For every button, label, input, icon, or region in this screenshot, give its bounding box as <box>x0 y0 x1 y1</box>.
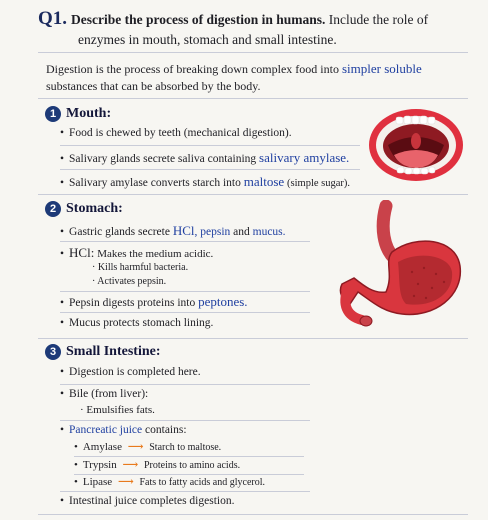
list-item: • Mucus protects stomach lining. <box>60 317 214 329</box>
section-title: Small Intestine: <box>66 344 161 359</box>
divider <box>60 145 360 146</box>
question-rest: Include the role of <box>328 12 429 27</box>
divider <box>60 241 310 242</box>
bullet-dot-icon: • <box>60 153 65 165</box>
divider <box>60 291 310 292</box>
divider <box>38 98 468 99</box>
bullet-dot-icon: • <box>74 459 78 471</box>
divider <box>74 456 304 457</box>
question-header <box>38 8 478 30</box>
question-title: Describe the process of digestion in humans. <box>71 12 326 27</box>
arrow-icon: ⟶ <box>122 459 139 471</box>
bullet-dot-icon: • <box>60 388 65 400</box>
divider <box>60 491 310 492</box>
divider <box>60 384 310 385</box>
bullet-dot-icon: • <box>60 248 65 260</box>
sub-item: · Kills harmful bacteria. <box>92 262 189 273</box>
list-item: • Bile (from liver): <box>60 388 149 400</box>
bullet-dot-icon: • <box>60 317 65 329</box>
arrow-icon: ⟶ <box>117 476 134 488</box>
divider <box>60 312 310 313</box>
list-item: • Intestinal juice completes digestion. <box>60 495 235 507</box>
divider <box>38 194 468 195</box>
list-item: • Pepsin digests proteins into peptones. <box>60 294 248 309</box>
enzyme-row: • Trypsin ⟶ Proteins to amino acids. <box>74 459 241 471</box>
list-item: • Digestion is completed here. <box>60 366 201 378</box>
question-line-2: enzymes in mouth, stomach and small intestine. <box>78 32 337 47</box>
section-number-badge: 2 <box>45 201 61 217</box>
arrow-icon: ⟶ <box>127 441 144 453</box>
divider <box>60 169 360 170</box>
question-number: Q1. <box>38 8 68 29</box>
list-item: • Pancreatic juice contains: <box>60 424 187 436</box>
section-small-intestine <box>45 344 161 360</box>
bullet-dot-icon: • <box>60 366 65 378</box>
divider <box>60 420 310 421</box>
list-item: • Gastric glands secrete HCl, pepsin and mucus. <box>60 223 286 238</box>
sub-item: · Emulsifies fats. <box>80 404 155 416</box>
list-item: • Salivary glands secrete saliva containing salivary amylase. <box>60 150 350 165</box>
mouth-illustration-icon <box>366 105 466 185</box>
sub-item: · Activates pepsin. <box>92 276 167 287</box>
section-number-badge: 1 <box>45 106 61 122</box>
section-mouth <box>45 106 111 122</box>
stomach-illustration-icon <box>328 200 478 328</box>
divider <box>38 52 468 53</box>
bullet-dot-icon: • <box>60 495 65 507</box>
section-title: Stomach: <box>66 201 123 216</box>
list-item: • Food is chewed by teeth (mechanical digestion). <box>60 127 292 139</box>
section-number-badge: 3 <box>45 344 61 360</box>
list-item: • HCl: Makes the medium acidic. <box>60 245 214 260</box>
bullet-dot-icon: • <box>60 226 65 238</box>
section-title: Mouth: <box>66 106 112 121</box>
bullet-dot-icon: • <box>60 177 65 189</box>
intro-paragraph: Digestion is the process of breaking down complex food into simpler soluble substances that can be absorbed by the body. <box>46 61 422 93</box>
divider <box>38 338 468 339</box>
enzyme-row: • Lipase ⟶ Fats to fatty acids and glycerol. <box>74 476 265 488</box>
intro-highlight: simpler soluble <box>341 61 422 76</box>
bullet-dot-icon: • <box>74 441 78 453</box>
section-stomach <box>45 201 123 217</box>
bullet-dot-icon: • <box>60 127 65 139</box>
divider <box>38 514 468 515</box>
bullet-dot-icon: • <box>74 476 78 488</box>
bullet-dot-icon: • <box>60 297 65 309</box>
enzyme-row: • Amylase ⟶ Starch to maltose. <box>74 441 222 453</box>
list-item: • Salivary amylase converts starch into maltose (simple sugar). <box>60 174 351 189</box>
bullet-dot-icon: • <box>60 424 65 436</box>
